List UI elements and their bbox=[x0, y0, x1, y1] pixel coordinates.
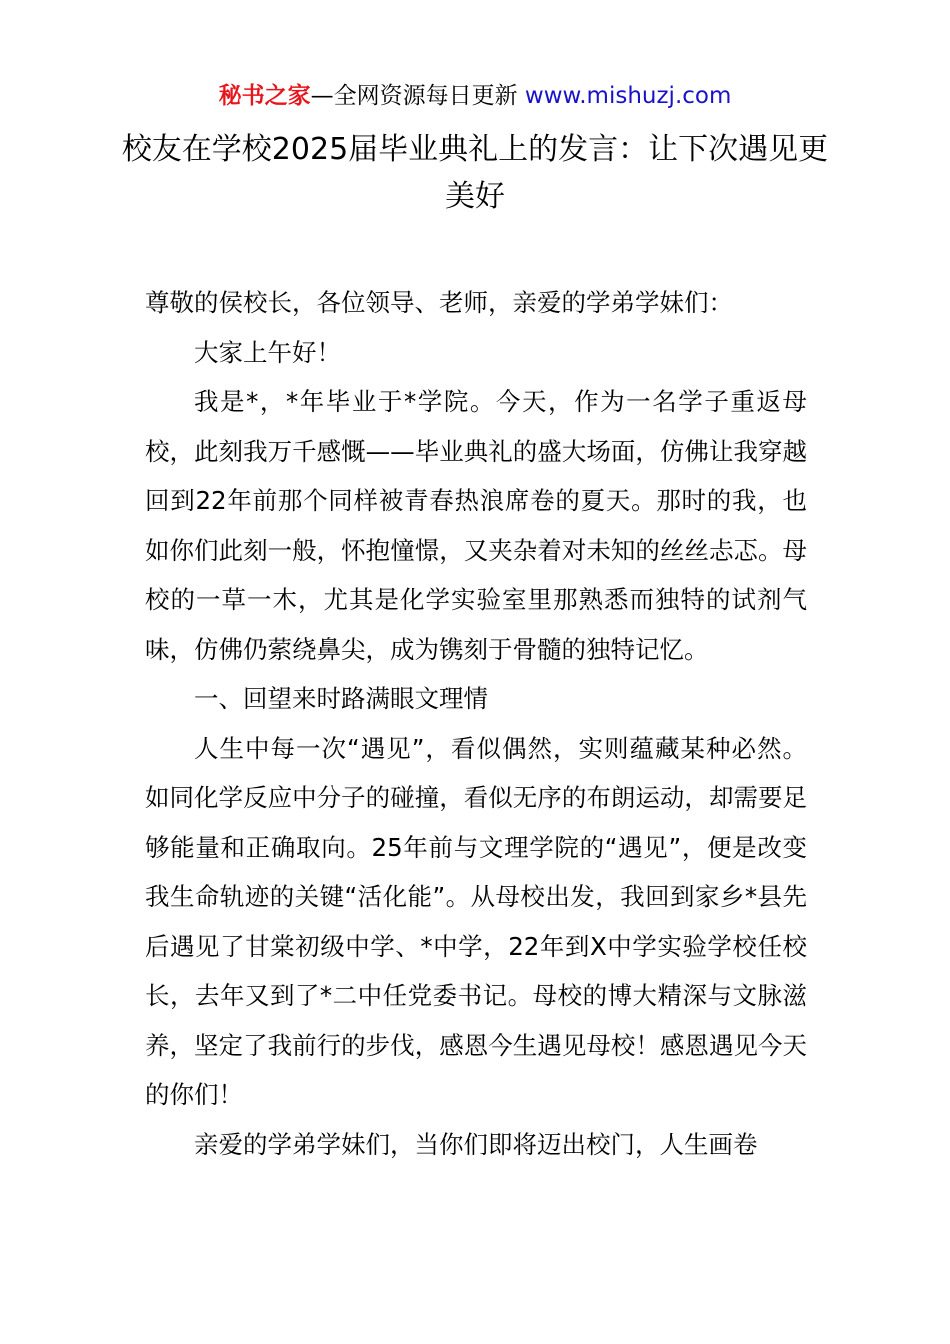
body-paragraph: 我是*，*年毕业于*学院。今天，作为一名学子重返母校，此刻我万千感慨——毕业典礼的盛大场面，仿佛让我穿越回到22年前那个同样被青春热浪席卷的夏天。那时的我，也如你们此刻一般，怀抱憧憬，又夹杂着对未知的丝丝忐忑。母校的一草一木，尤其是化学实验室里那熟悉而独特的试剂气味，仿佛仍萦绕鼻尖，成为镌刻于骨髓的独特记忆。 bbox=[145, 387, 807, 664]
body-paragraph: 人生中每一次“遇见”，看似偶然，实则蕴藏某种必然。如同化学反应中分子的碰撞，看似无序的布朗运动，却需要足够能量和正确取向。25年前与文理学院的“遇见”，便是改变我生命轨迹的关键“活化能”。从母校出发，我回到家乡*县先后遇见了甘棠初级中学、*中学，22年到X中学实验学校任校长，去年又到了*二中任党委书记。母校的博大精深与文脉滋养，坚定了我前行的步伐，感恩今生遇见母校！感恩遇见今天的你们！ bbox=[145, 733, 807, 1109]
document-body bbox=[145, 278, 807, 1169]
brand-name: 秘书之家 bbox=[218, 83, 311, 109]
document-title: 校友在学校2025届毕业典礼上的发言：让下次遇见更美好 bbox=[121, 132, 829, 214]
section-heading: 一、回望来时路满眼文理情 bbox=[194, 684, 488, 713]
greeting-paragraph: 大家上午好！ bbox=[194, 337, 341, 367]
header-tagline: —全网资源每日更新 bbox=[310, 83, 525, 109]
site-header bbox=[0, 80, 950, 112]
body-paragraph: 亲爱的学弟学妹们，当你们即将迈出校门，人生画卷 bbox=[194, 1129, 758, 1159]
salutation-paragraph: 尊敬的侯校长，各位领导、老师，亲爱的学弟学妹们： bbox=[145, 288, 733, 317]
site-url-link[interactable]: www.mishuzj.com bbox=[524, 83, 732, 109]
